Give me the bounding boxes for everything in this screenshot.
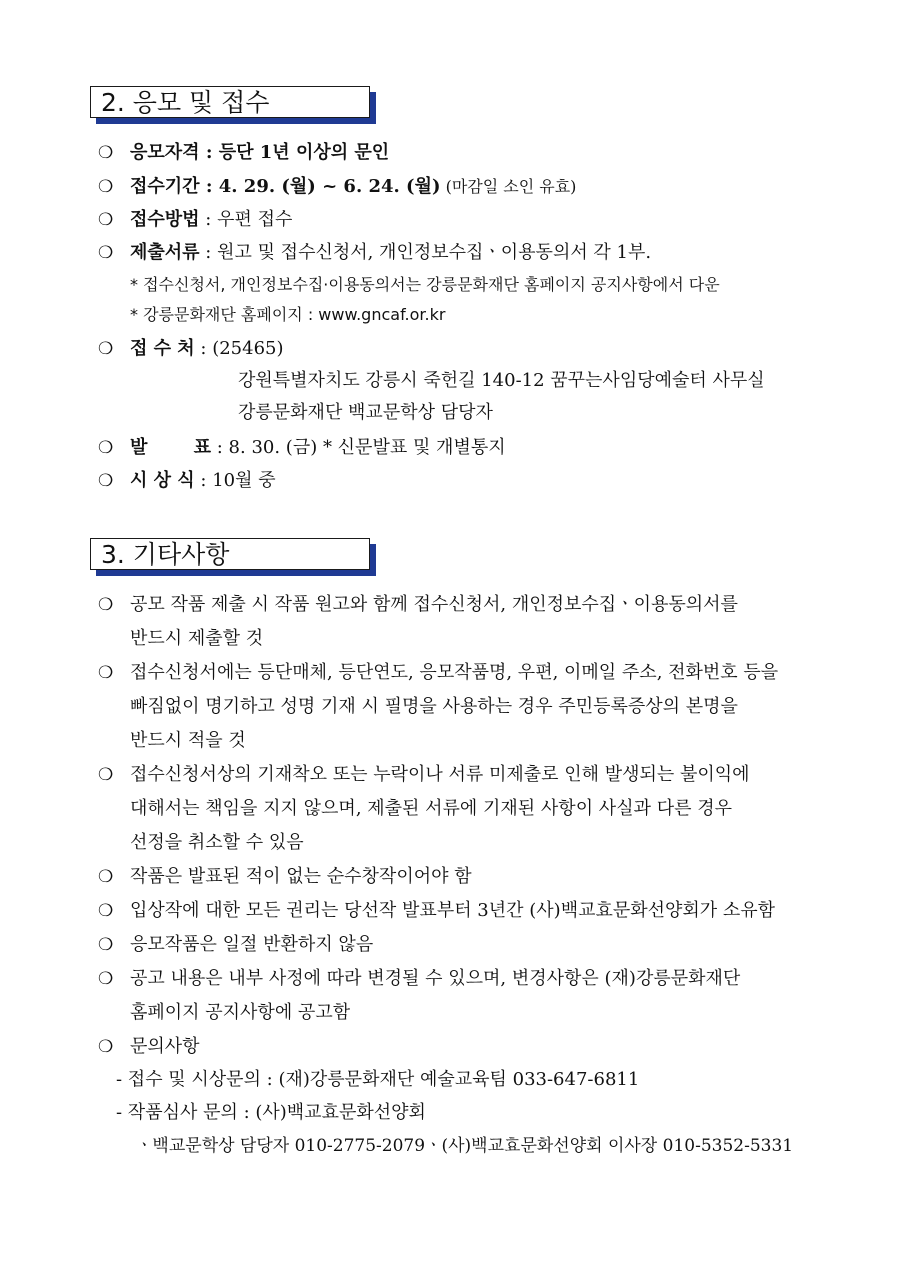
circle-bullet-icon: ❍ — [98, 143, 114, 163]
section-2-title-text: 2. 응모 및 접수 — [101, 88, 270, 117]
item-value: : 원고 및 접수신청서, 개인정보수집ㆍ이용동의서 각 1부. — [199, 242, 652, 263]
contact-reception: - 접수 및 시상문의 : (재)강릉문화재단 예술교육팀 033-647-6811 — [116, 1069, 640, 1090]
circle-bullet-icon: ❍ — [98, 438, 114, 458]
circle-bullet-icon: ❍ — [98, 595, 114, 615]
section-3-title — [90, 538, 370, 570]
notice-paragraph — [98, 860, 818, 894]
notice-paragraph — [98, 656, 818, 758]
item-period — [98, 175, 576, 199]
note-download: * 접수신청서, 개인정보수집·이용동의서는 강릉문화재단 홈페이지 공지사항에서 다운 — [130, 275, 720, 294]
circle-bullet-icon: ❍ — [98, 177, 114, 197]
circle-bullet-icon: ❍ — [98, 471, 114, 491]
circle-bullet-icon: ❍ — [98, 210, 114, 230]
circle-bullet-icon: ❍ — [98, 901, 114, 921]
notice-line: ❍ 응모작품은 일절 반환하지 않음 — [98, 928, 818, 962]
item-method — [98, 208, 292, 232]
note-homepage: * 강릉문화재단 홈페이지 : www.gncaf.or.kr — [130, 305, 446, 324]
notice-paragraph — [98, 928, 818, 962]
item-value: : 등단 1년 이상의 문인 — [199, 142, 390, 163]
item-value: : 10월 중 — [194, 470, 276, 491]
item-documents — [98, 241, 651, 265]
section-3-title-text: 3. 기타사항 — [101, 540, 230, 569]
reception-address-line: 강원특별자치도 강릉시 죽헌길 140-12 꿈꾸는사임당예술터 사무실 — [238, 370, 765, 391]
item-extra: (마감일 소인 유효) — [440, 177, 577, 196]
notice-line: 홈페이지 공지사항에 공고함 — [130, 1002, 351, 1023]
contact-phones: ㆍ백교문학상 담당자 010-2775-2079ㆍ(사)백교효문화선양회 이사장 010-5352-5331 — [136, 1136, 794, 1156]
item-value: : 4. 29. (월) ~ 6. 24. (월) — [199, 176, 441, 197]
section-2-title — [90, 86, 370, 118]
notice-line: ❍ 접수신청서에는 등단매체, 등단연도, 응모작품명, 우편, 이메일 주소, 전화번호 등을 — [98, 656, 818, 690]
item-label: 시 상 식 — [130, 470, 195, 491]
circle-bullet-icon: ❍ — [98, 935, 114, 955]
item-reception — [98, 337, 284, 361]
notice-line: ❍ 접수신청서상의 기재착오 또는 누락이나 서류 미제출로 인해 발생되는 불이익에 — [98, 758, 818, 792]
notice-line: ❍ 작품은 발표된 적이 없는 순수창작이어야 함 — [98, 860, 818, 894]
circle-bullet-icon: ❍ — [98, 867, 114, 887]
circle-bullet-icon: ❍ — [98, 969, 114, 989]
notice-line: 빠짐없이 명기하고 성명 기재 시 필명을 사용하는 경우 주민등록증상의 본명을 — [130, 696, 738, 717]
item-eligibility — [98, 141, 389, 165]
item-ceremony — [98, 469, 276, 493]
notice-line: 선정을 취소할 수 있음 — [130, 832, 304, 853]
notice-line: ❍ 공고 내용은 내부 사정에 따라 변경될 수 있으며, 변경사항은 (재)강릉문화재단 — [98, 962, 818, 996]
notice-line: 대해서는 책임을 지지 않으며, 제출된 서류에 기재된 사항이 사실과 다른 경우 — [130, 798, 732, 819]
item-value: : 우편 접수 — [199, 209, 293, 230]
notice-paragraph — [98, 1030, 818, 1064]
item-label: 발 표 — [130, 437, 212, 458]
notice-line: ❍ 문의사항 — [98, 1030, 818, 1064]
reception-address-line: 강릉문화재단 백교문학상 담당자 — [238, 402, 493, 423]
item-label: 제출서류 — [130, 242, 200, 263]
notice-paragraph — [98, 962, 818, 1030]
item-value: : (25465) — [194, 338, 284, 359]
notice-line: ❍ 공모 작품 제출 시 작품 원고와 함께 접수신청서, 개인정보수집ㆍ이용동의서를 — [98, 588, 818, 622]
item-value: : 8. 30. (금) * 신문발표 및 개별통지 — [211, 437, 506, 458]
item-announce — [98, 436, 506, 460]
notice-line: ❍ 입상작에 대한 모든 권리는 당선작 발표부터 3년간 (사)백교효문화선양회가 소유함 — [98, 894, 818, 928]
item-label: 응모자격 — [130, 142, 200, 163]
notice-line: 반드시 적을 것 — [130, 730, 246, 751]
circle-bullet-icon: ❍ — [98, 243, 114, 263]
circle-bullet-icon: ❍ — [98, 663, 114, 683]
notice-paragraph — [98, 758, 818, 860]
item-label: 접수방법 — [130, 209, 200, 230]
item-label: 접 수 처 — [130, 338, 195, 359]
item-label: 접수기간 — [130, 176, 200, 197]
notice-line: 반드시 제출할 것 — [130, 628, 264, 649]
contact-review: - 작품심사 문의 : (사)백교효문화선양회 — [116, 1102, 426, 1123]
notice-paragraph — [98, 894, 818, 928]
circle-bullet-icon: ❍ — [98, 765, 114, 785]
notice-paragraph — [98, 588, 818, 656]
circle-bullet-icon: ❍ — [98, 339, 114, 359]
circle-bullet-icon: ❍ — [98, 1037, 114, 1057]
